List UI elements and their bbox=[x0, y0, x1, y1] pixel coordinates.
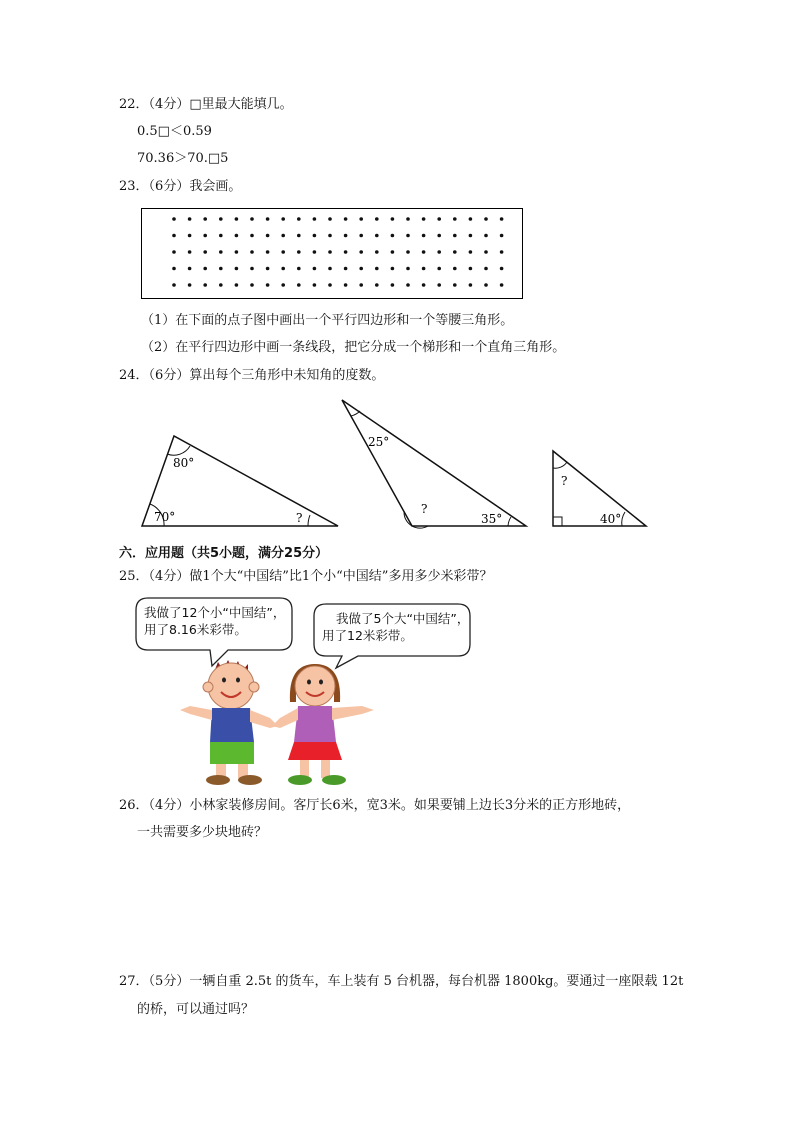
grid-dot bbox=[203, 267, 207, 271]
q22-line1: 0.5□＜0.59 bbox=[137, 124, 212, 139]
grid-dot bbox=[375, 217, 379, 221]
grid-dot bbox=[422, 217, 426, 221]
q27-line2: 的桥，可以通过吗？ bbox=[137, 1002, 255, 1017]
grid-dot bbox=[266, 283, 270, 287]
t3-angle-top: ? bbox=[561, 474, 568, 488]
grid-dot bbox=[172, 217, 176, 221]
grid-dot bbox=[422, 250, 426, 254]
grid-dot bbox=[281, 283, 285, 287]
grid-dot bbox=[203, 234, 207, 238]
grid-dot bbox=[359, 283, 363, 287]
boy-figure bbox=[180, 660, 278, 785]
grid-dot bbox=[266, 234, 270, 238]
dot-grid-box bbox=[141, 208, 523, 299]
grid-dot bbox=[188, 217, 192, 221]
grid-dot bbox=[313, 267, 317, 271]
grid-dot bbox=[484, 234, 488, 238]
grid-dot bbox=[406, 234, 410, 238]
grid-dot bbox=[219, 250, 223, 254]
grid-dot bbox=[391, 234, 395, 238]
t2-angle-left: ? bbox=[421, 502, 428, 516]
grid-dot bbox=[188, 250, 192, 254]
grid-dot bbox=[313, 283, 317, 287]
t3-angle-right: 40° bbox=[600, 512, 622, 526]
grid-dot bbox=[453, 267, 457, 271]
grid-dot bbox=[219, 234, 223, 238]
grid-dot bbox=[172, 283, 176, 287]
t2-angle-top: 25° bbox=[368, 435, 390, 449]
grid-dot bbox=[422, 267, 426, 271]
q23-instruction-2: （2）在平行四边形中画一条线段，把它分成一个梯形和一个直角三角形。 bbox=[141, 340, 566, 355]
grid-dot bbox=[469, 234, 473, 238]
grid-dot bbox=[391, 250, 395, 254]
grid-dot bbox=[297, 217, 301, 221]
grid-dot bbox=[469, 250, 473, 254]
grid-dot bbox=[437, 217, 441, 221]
q22-line2: 70.36＞70.□5 bbox=[137, 151, 229, 166]
grid-dot bbox=[453, 234, 457, 238]
grid-dot bbox=[391, 283, 395, 287]
grid-dot bbox=[250, 283, 254, 287]
grid-dot bbox=[500, 234, 504, 238]
grid-dot bbox=[203, 250, 207, 254]
grid-dot bbox=[437, 250, 441, 254]
grid-dot bbox=[344, 267, 348, 271]
triangles-figure bbox=[0, 390, 794, 535]
grid-dot bbox=[235, 283, 239, 287]
grid-dot bbox=[313, 250, 317, 254]
grid-dot bbox=[437, 234, 441, 238]
grid-dot bbox=[484, 267, 488, 271]
grid-dot bbox=[250, 217, 254, 221]
q22-title: 22．（4分）□里最大能填几。 bbox=[119, 97, 293, 112]
grid-dot bbox=[328, 283, 332, 287]
grid-dot bbox=[203, 217, 207, 221]
grid-dot bbox=[281, 217, 285, 221]
grid-dot bbox=[313, 234, 317, 238]
grid-dot bbox=[344, 217, 348, 221]
grid-dot bbox=[219, 217, 223, 221]
grid-dot bbox=[484, 217, 488, 221]
bubble-right-text: 我做了5个大“中国结”，用了12米彩带。 bbox=[322, 611, 470, 643]
t1-angle-right: ? bbox=[296, 511, 303, 525]
grid-dot bbox=[266, 250, 270, 254]
grid-dot bbox=[422, 283, 426, 287]
q23-instruction-1: （1）在下面的点子图中画出一个平行四边形和一个等腰三角形。 bbox=[141, 313, 514, 328]
grid-dot bbox=[375, 283, 379, 287]
grid-dot bbox=[375, 250, 379, 254]
grid-dot bbox=[250, 250, 254, 254]
grid-dot bbox=[203, 283, 207, 287]
grid-dot bbox=[328, 234, 332, 238]
grid-dot bbox=[188, 283, 192, 287]
grid-dot bbox=[500, 250, 504, 254]
grid-dot bbox=[344, 283, 348, 287]
grid-dot bbox=[266, 217, 270, 221]
grid-dot bbox=[297, 234, 301, 238]
grid-dot bbox=[172, 267, 176, 271]
grid-dot bbox=[484, 250, 488, 254]
grid-dot bbox=[235, 234, 239, 238]
grid-dot bbox=[406, 250, 410, 254]
grid-dot bbox=[344, 250, 348, 254]
grid-dot bbox=[406, 283, 410, 287]
grid-dot bbox=[484, 283, 488, 287]
grid-dot bbox=[453, 283, 457, 287]
grid-dot bbox=[437, 283, 441, 287]
grid-dot bbox=[359, 250, 363, 254]
grid-dot bbox=[235, 217, 239, 221]
grid-dot bbox=[281, 250, 285, 254]
bubble-left-text: 我做了12个小“中国结”，用了8.16米彩带。 bbox=[144, 605, 286, 637]
grid-dot bbox=[172, 250, 176, 254]
grid-dot bbox=[328, 267, 332, 271]
grid-dot bbox=[359, 217, 363, 221]
grid-dot bbox=[219, 283, 223, 287]
triangle-3 bbox=[553, 451, 646, 526]
triangle-2 bbox=[342, 400, 526, 528]
grid-dot bbox=[297, 283, 301, 287]
grid-dot bbox=[297, 250, 301, 254]
grid-dot bbox=[391, 217, 395, 221]
grid-dot bbox=[469, 283, 473, 287]
q26-line1: 26．（4分）小林家装修房间。客厅长6米，宽3米。如果要铺上边长3分米的正方形地砖， bbox=[119, 798, 631, 813]
grid-dot bbox=[391, 267, 395, 271]
triangle-1 bbox=[142, 436, 338, 526]
grid-dot bbox=[406, 267, 410, 271]
grid-dot bbox=[266, 267, 270, 271]
grid-dot bbox=[500, 267, 504, 271]
grid-dot bbox=[297, 267, 301, 271]
section-6-heading: 六．应用题（共5小题，满分25分） bbox=[119, 546, 329, 561]
grid-dot bbox=[375, 234, 379, 238]
grid-dot bbox=[422, 234, 426, 238]
grid-dot bbox=[188, 234, 192, 238]
grid-dot bbox=[172, 234, 176, 238]
grid-dot bbox=[250, 234, 254, 238]
dot-grid[interactable] bbox=[142, 209, 522, 298]
grid-dot bbox=[235, 267, 239, 271]
grid-dot bbox=[328, 217, 332, 221]
grid-dot bbox=[344, 234, 348, 238]
q25-title: 25．（4分）做1个大“中国结”比1个小“中国结”多用多少米彩带？ bbox=[119, 569, 493, 584]
grid-dot bbox=[250, 267, 254, 271]
grid-dot bbox=[469, 217, 473, 221]
girl-figure bbox=[272, 664, 374, 785]
grid-dot bbox=[359, 267, 363, 271]
q24-title: 24．（6分）算出每个三角形中未知角的度数。 bbox=[119, 368, 385, 383]
grid-dot bbox=[500, 217, 504, 221]
q26-line2: 一共需要多少块地砖？ bbox=[137, 825, 268, 840]
grid-dot bbox=[500, 283, 504, 287]
grid-dot bbox=[219, 267, 223, 271]
grid-dot bbox=[469, 267, 473, 271]
q23-title: 23．（6分）我会画。 bbox=[119, 179, 242, 194]
q27-line1: 27．（5分）一辆自重 2.5t 的货车，车上装有 5 台机器，每台机器 1800kg。要通过一座限载 12t bbox=[119, 974, 684, 989]
grid-dot bbox=[375, 267, 379, 271]
grid-dot bbox=[328, 250, 332, 254]
grid-dot bbox=[359, 234, 363, 238]
grid-dot bbox=[437, 267, 441, 271]
grid-dot bbox=[281, 267, 285, 271]
grid-dot bbox=[453, 217, 457, 221]
t1-angle-top: 80° bbox=[173, 456, 195, 470]
t2-angle-right: 35° bbox=[481, 512, 503, 526]
grid-dot bbox=[406, 217, 410, 221]
grid-dot bbox=[281, 234, 285, 238]
t1-angle-left: 70° bbox=[154, 510, 176, 524]
grid-dot bbox=[188, 267, 192, 271]
grid-dot bbox=[453, 250, 457, 254]
grid-dot bbox=[235, 250, 239, 254]
grid-dot bbox=[313, 217, 317, 221]
